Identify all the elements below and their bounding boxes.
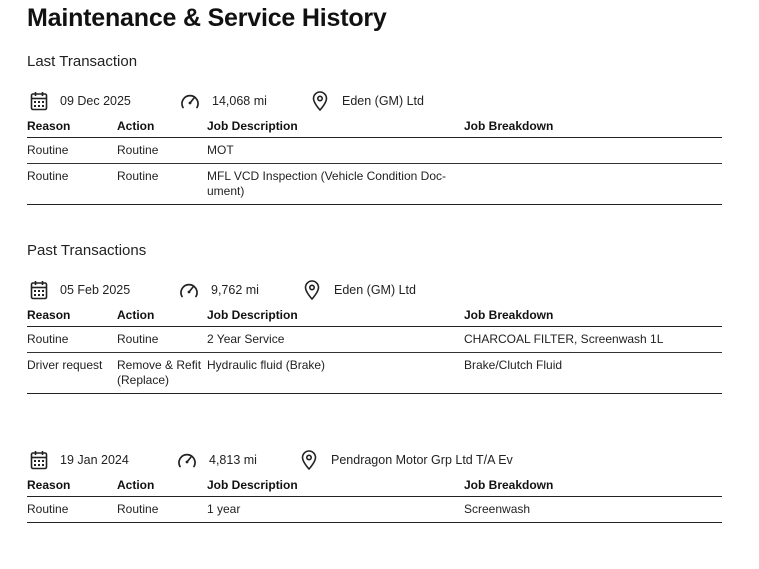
table-row: [27, 497, 722, 523]
cell-description: 1 year: [207, 497, 464, 523]
table-row: [27, 353, 722, 394]
speedometer-icon: [180, 92, 200, 110]
cell-breakdown: [464, 138, 722, 164]
cell-description: 2 Year Service: [207, 327, 464, 353]
transaction-date: 19 Jan 2024: [60, 453, 129, 467]
speedometer-icon: [177, 451, 197, 469]
transaction-location: Pendragon Motor Grp Ltd T/A Ev: [331, 453, 513, 467]
location-pin-icon: [304, 280, 320, 300]
last-transaction-heading: Last Transaction: [27, 53, 138, 70]
transaction-mileage: 4,813 mi: [209, 453, 257, 467]
date-item: [30, 279, 130, 301]
cell-reason: Routine: [27, 497, 117, 523]
cell-reason: Routine: [27, 327, 117, 353]
location-pin-icon: [301, 450, 317, 470]
job-table: [27, 116, 722, 205]
transaction-mileage: 9,762 mi: [211, 283, 259, 297]
table-row: [27, 164, 722, 205]
cell-breakdown: [464, 164, 722, 205]
transaction-block: [27, 449, 722, 523]
transaction-date: 09 Dec 2025: [60, 94, 131, 108]
page-title: Maintenance & Service History: [27, 4, 387, 32]
column-header-reason: Reason: [27, 475, 117, 497]
location-item: [304, 279, 416, 301]
transaction-meta: [27, 279, 722, 305]
cell-action: Routine: [117, 164, 207, 205]
column-header-action: Action: [117, 475, 207, 497]
cell-action: Remove & Refit (Replace): [117, 353, 207, 394]
speedometer-icon: [179, 281, 199, 299]
table-row: [27, 327, 722, 353]
column-header-job-breakdown: Job Breakdown: [464, 475, 722, 497]
column-header-job-description: Job Description: [207, 475, 464, 497]
table-header-row: [27, 305, 722, 327]
transaction-mileage: 14,068 mi: [212, 94, 267, 108]
transaction-meta: [27, 449, 722, 475]
transaction-block: [27, 279, 722, 394]
transaction-block: [27, 90, 722, 205]
column-header-reason: Reason: [27, 116, 117, 138]
column-header-action: Action: [117, 305, 207, 327]
cell-breakdown: CHARCOAL FILTER, Screenwash 1L: [464, 327, 722, 353]
cell-action: Routine: [117, 138, 207, 164]
transaction-location: Eden (GM) Ltd: [342, 94, 424, 108]
transaction-meta: [27, 90, 722, 116]
job-table: [27, 305, 722, 394]
cell-description: MOT: [207, 138, 464, 164]
mileage-item: [177, 449, 257, 471]
date-item: [30, 90, 131, 112]
past-transactions-heading: Past Transactions: [27, 242, 147, 259]
mileage-item: [179, 279, 259, 301]
table-row: [27, 138, 722, 164]
calendar-icon: [30, 280, 48, 300]
column-header-job-description: Job Description: [207, 305, 464, 327]
cell-breakdown: Brake/Clutch Fluid: [464, 353, 722, 394]
cell-breakdown: Screenwash: [464, 497, 722, 523]
cell-reason: Routine: [27, 138, 117, 164]
cell-description: MFL VCD Inspection (Vehicle Condition Doc- ument): [207, 164, 464, 205]
location-pin-icon: [312, 91, 328, 111]
mileage-item: [180, 90, 267, 112]
transaction-date: 05 Feb 2025: [60, 283, 131, 297]
transaction-location: Eden (GM) Ltd: [334, 283, 416, 297]
column-header-job-breakdown: Job Breakdown: [464, 305, 722, 327]
job-table: [27, 475, 722, 523]
cell-description: Hydraulic fluid (Brake): [207, 353, 464, 394]
cell-action: Routine: [117, 497, 207, 523]
table-header-row: [27, 116, 722, 138]
cell-action: Routine: [117, 327, 207, 353]
location-item: [301, 449, 513, 471]
cell-reason: Driver request: [27, 353, 117, 394]
column-header-reason: Reason: [27, 305, 117, 327]
location-item: [312, 90, 424, 112]
calendar-icon: [30, 450, 48, 470]
column-header-job-description: Job Description: [207, 116, 464, 138]
date-item: [30, 449, 129, 471]
calendar-icon: [30, 91, 48, 111]
column-header-job-breakdown: Job Breakdown: [464, 116, 722, 138]
column-header-action: Action: [117, 116, 207, 138]
cell-reason: Routine: [27, 164, 117, 205]
table-header-row: [27, 475, 722, 497]
